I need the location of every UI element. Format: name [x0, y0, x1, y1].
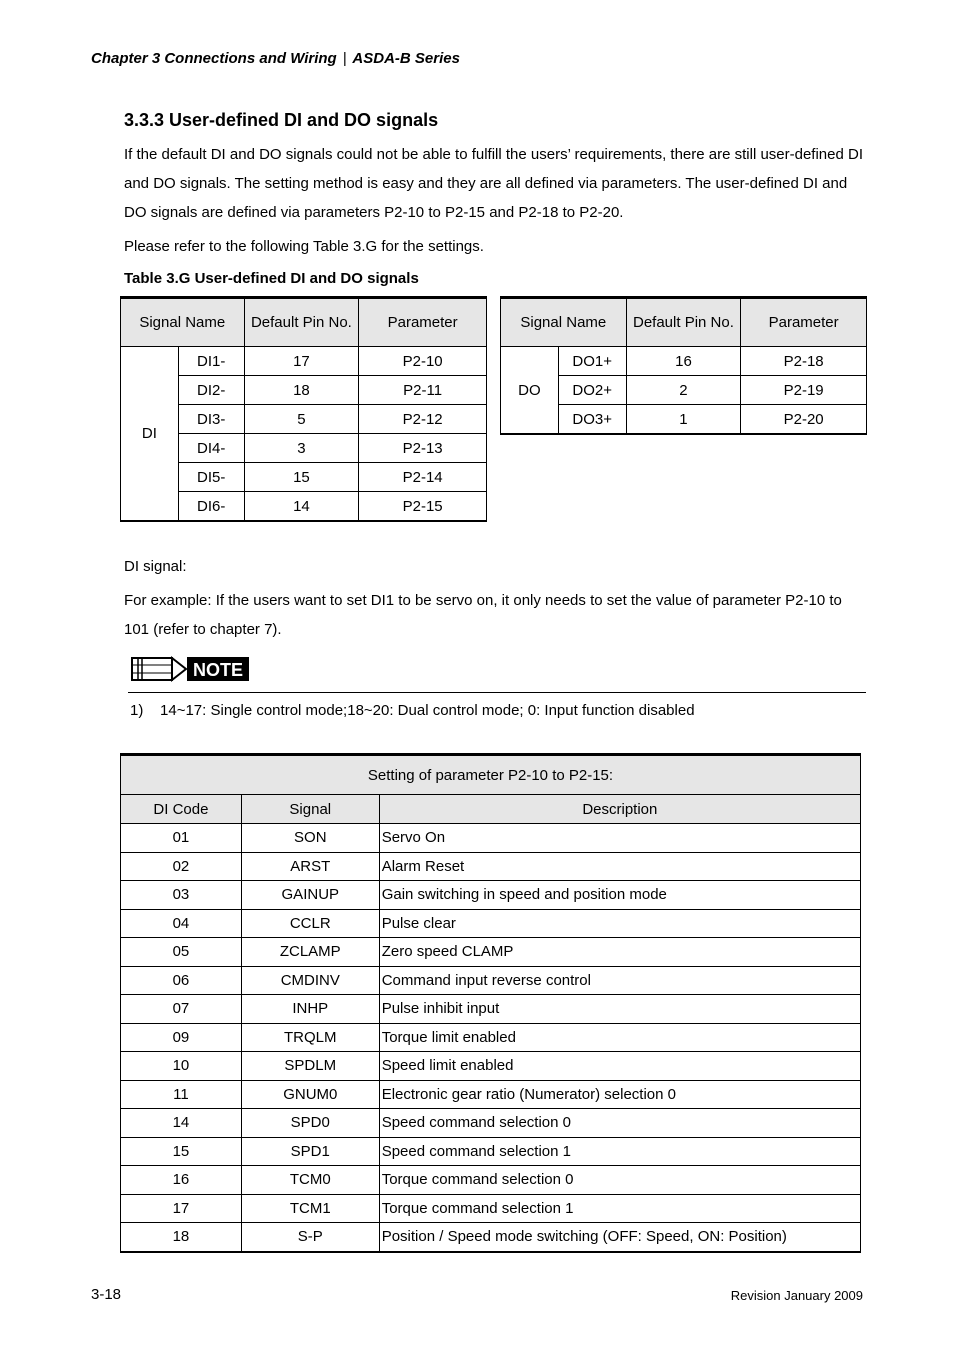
series-name: ASDA-B Series — [352, 50, 460, 67]
intro-paragraph: If the default DI and DO signals could not be able to fulfill the users’ requirements, there are still user-defined DI and DO signals. The setting method is easy and they are all defined via parameters. The user-defined DI and DO signals are defined via parameters P2-10 to P2-15 and P2-18 to P2-20. — [124, 146, 863, 221]
parameter-code: P2-20 — [741, 405, 867, 435]
di-table-header — [121, 298, 487, 347]
description: Gain switching in speed and position mode — [379, 881, 860, 910]
pin-number: 5 — [244, 405, 359, 434]
signal-name: DI6- — [178, 492, 244, 522]
header-description: Description — [379, 795, 860, 824]
signal: SON — [241, 824, 379, 853]
description: Command input reverse control — [379, 966, 860, 995]
di-code: 15 — [121, 1137, 242, 1166]
description: Zero speed CLAMP — [379, 938, 860, 967]
parameter-code: P2-18 — [741, 347, 867, 376]
parameter-code: P2-15 — [359, 492, 487, 522]
description: Speed command selection 1 — [379, 1137, 860, 1166]
di-code: 05 — [121, 938, 242, 967]
table-row — [121, 1223, 861, 1252]
di-signal-label: DI signal: — [124, 558, 187, 575]
description: Speed limit enabled — [379, 1052, 860, 1081]
parameter-code: P2-11 — [359, 376, 487, 405]
signal: SPDLM — [241, 1052, 379, 1081]
di-code: 04 — [121, 909, 242, 938]
page-number: 3-18 — [91, 1286, 122, 1303]
revision-date: Revision January 2009 — [730, 1288, 863, 1303]
signal-name: DO1+ — [558, 347, 626, 376]
header-signal-name: Signal Name — [121, 298, 245, 347]
signal: SPD1 — [241, 1137, 379, 1166]
parameter-code: P2-19 — [741, 376, 867, 405]
pin-number: 3 — [244, 434, 359, 463]
running-header — [91, 50, 460, 67]
header-default-pin: Default Pin No. — [626, 298, 741, 347]
do-table-header — [501, 298, 867, 347]
table-row — [121, 938, 861, 967]
signal-name: DI3- — [178, 405, 244, 434]
header-separator: | — [342, 50, 347, 67]
description: Speed command selection 0 — [379, 1109, 860, 1138]
note-item-text: 14~17: Single control mode;18~20: Dual control mode; 0: Input function disabled — [160, 702, 695, 719]
signal: SPD0 — [241, 1109, 379, 1138]
table-row — [121, 1023, 861, 1052]
di-table — [120, 296, 487, 522]
pin-number: 2 — [626, 376, 741, 405]
description: Pulse inhibit input — [379, 995, 860, 1024]
di-code: 17 — [121, 1194, 242, 1223]
note-badge-label: NOTE — [192, 660, 244, 680]
note-pencil-icon — [130, 655, 250, 683]
di-code: 06 — [121, 966, 242, 995]
header-default-pin: Default Pin No. — [244, 298, 359, 347]
header-signal-name: Signal Name — [501, 298, 627, 347]
table-row — [121, 1137, 861, 1166]
parameter-code: P2-10 — [359, 347, 487, 376]
signal: GNUM0 — [241, 1080, 379, 1109]
di-code: 01 — [121, 824, 242, 853]
description: Position / Speed mode switching (OFF: Speed, ON: Position) — [379, 1223, 860, 1252]
setting-table-header — [121, 795, 861, 824]
di-group-label: DI — [121, 347, 179, 522]
signal: ARST — [241, 852, 379, 881]
signal-name: DI2- — [178, 376, 244, 405]
di-code: 02 — [121, 852, 242, 881]
table-row — [121, 909, 861, 938]
di-code: 10 — [121, 1052, 242, 1081]
table-row — [121, 852, 861, 881]
di-code: 18 — [121, 1223, 242, 1252]
chapter-title: Chapter 3 Connections and Wiring — [91, 50, 337, 67]
signal-name: DO2+ — [558, 376, 626, 405]
intro-reference: Please refer to the following Table 3.G for the settings. — [124, 238, 484, 255]
table-row — [121, 1052, 861, 1081]
pin-number: 14 — [244, 492, 359, 522]
signal-name: DI5- — [178, 463, 244, 492]
signal: ZCLAMP — [241, 938, 379, 967]
table-row — [121, 1109, 861, 1138]
header-parameter: Parameter — [359, 298, 487, 347]
signal: INHP — [241, 995, 379, 1024]
pin-number: 18 — [244, 376, 359, 405]
header-parameter: Parameter — [741, 298, 867, 347]
do-group-label: DO — [501, 347, 559, 435]
table-row — [121, 1166, 861, 1195]
signal-name: DO3+ — [558, 405, 626, 435]
table-row — [501, 347, 867, 376]
di-code: 14 — [121, 1109, 242, 1138]
do-table — [500, 296, 867, 435]
section-title: 3.3.3 User-defined DI and DO signals — [124, 110, 439, 130]
signal-name: DI4- — [178, 434, 244, 463]
description: Torque limit enabled — [379, 1023, 860, 1052]
signal: CMDINV — [241, 966, 379, 995]
note-item-number: 1) — [130, 702, 144, 719]
setting-table — [120, 753, 861, 1253]
description: Alarm Reset — [379, 852, 860, 881]
header-signal: Signal — [241, 795, 379, 824]
signal: S-P — [241, 1223, 379, 1252]
note-badge — [130, 655, 250, 683]
di-code: 03 — [121, 881, 242, 910]
signal: CCLR — [241, 909, 379, 938]
table-row — [121, 881, 861, 910]
parameter-code: P2-14 — [359, 463, 487, 492]
signal: GAINUP — [241, 881, 379, 910]
pin-number: 16 — [626, 347, 741, 376]
description: Electronic gear ratio (Numerator) selection 0 — [379, 1080, 860, 1109]
di-code: 11 — [121, 1080, 242, 1109]
description: Servo On — [379, 824, 860, 853]
description: Pulse clear — [379, 909, 860, 938]
setting-table-title: Setting of parameter P2-10 to P2-15: — [121, 755, 861, 795]
table-row — [121, 995, 861, 1024]
description: Torque command selection 0 — [379, 1166, 860, 1195]
note-divider — [128, 692, 866, 693]
table-caption: Table 3.G User-defined DI and DO signals — [124, 270, 419, 287]
signal: TRQLM — [241, 1023, 379, 1052]
setting-table-title-row — [121, 755, 861, 795]
signal-name: DI1- — [178, 347, 244, 376]
di-code: 09 — [121, 1023, 242, 1052]
parameter-code: P2-13 — [359, 434, 487, 463]
table-row — [121, 966, 861, 995]
signal: TCM1 — [241, 1194, 379, 1223]
pin-number: 15 — [244, 463, 359, 492]
pin-number: 1 — [626, 405, 741, 435]
description: Torque command selection 1 — [379, 1194, 860, 1223]
di-code: 07 — [121, 995, 242, 1024]
table-row — [121, 1194, 861, 1223]
table-row — [121, 347, 487, 376]
signal: TCM0 — [241, 1166, 379, 1195]
parameter-code: P2-12 — [359, 405, 487, 434]
table-row — [121, 824, 861, 853]
header-di-code: DI Code — [121, 795, 242, 824]
table-row — [121, 1080, 861, 1109]
note-item — [130, 702, 695, 719]
di-signal-example: For example: If the users want to set DI1 to be servo on, it only needs to set the value of parameter P2-10 to 101 (refer to chapter 7). — [124, 592, 842, 638]
di-code: 16 — [121, 1166, 242, 1195]
pin-number: 17 — [244, 347, 359, 376]
